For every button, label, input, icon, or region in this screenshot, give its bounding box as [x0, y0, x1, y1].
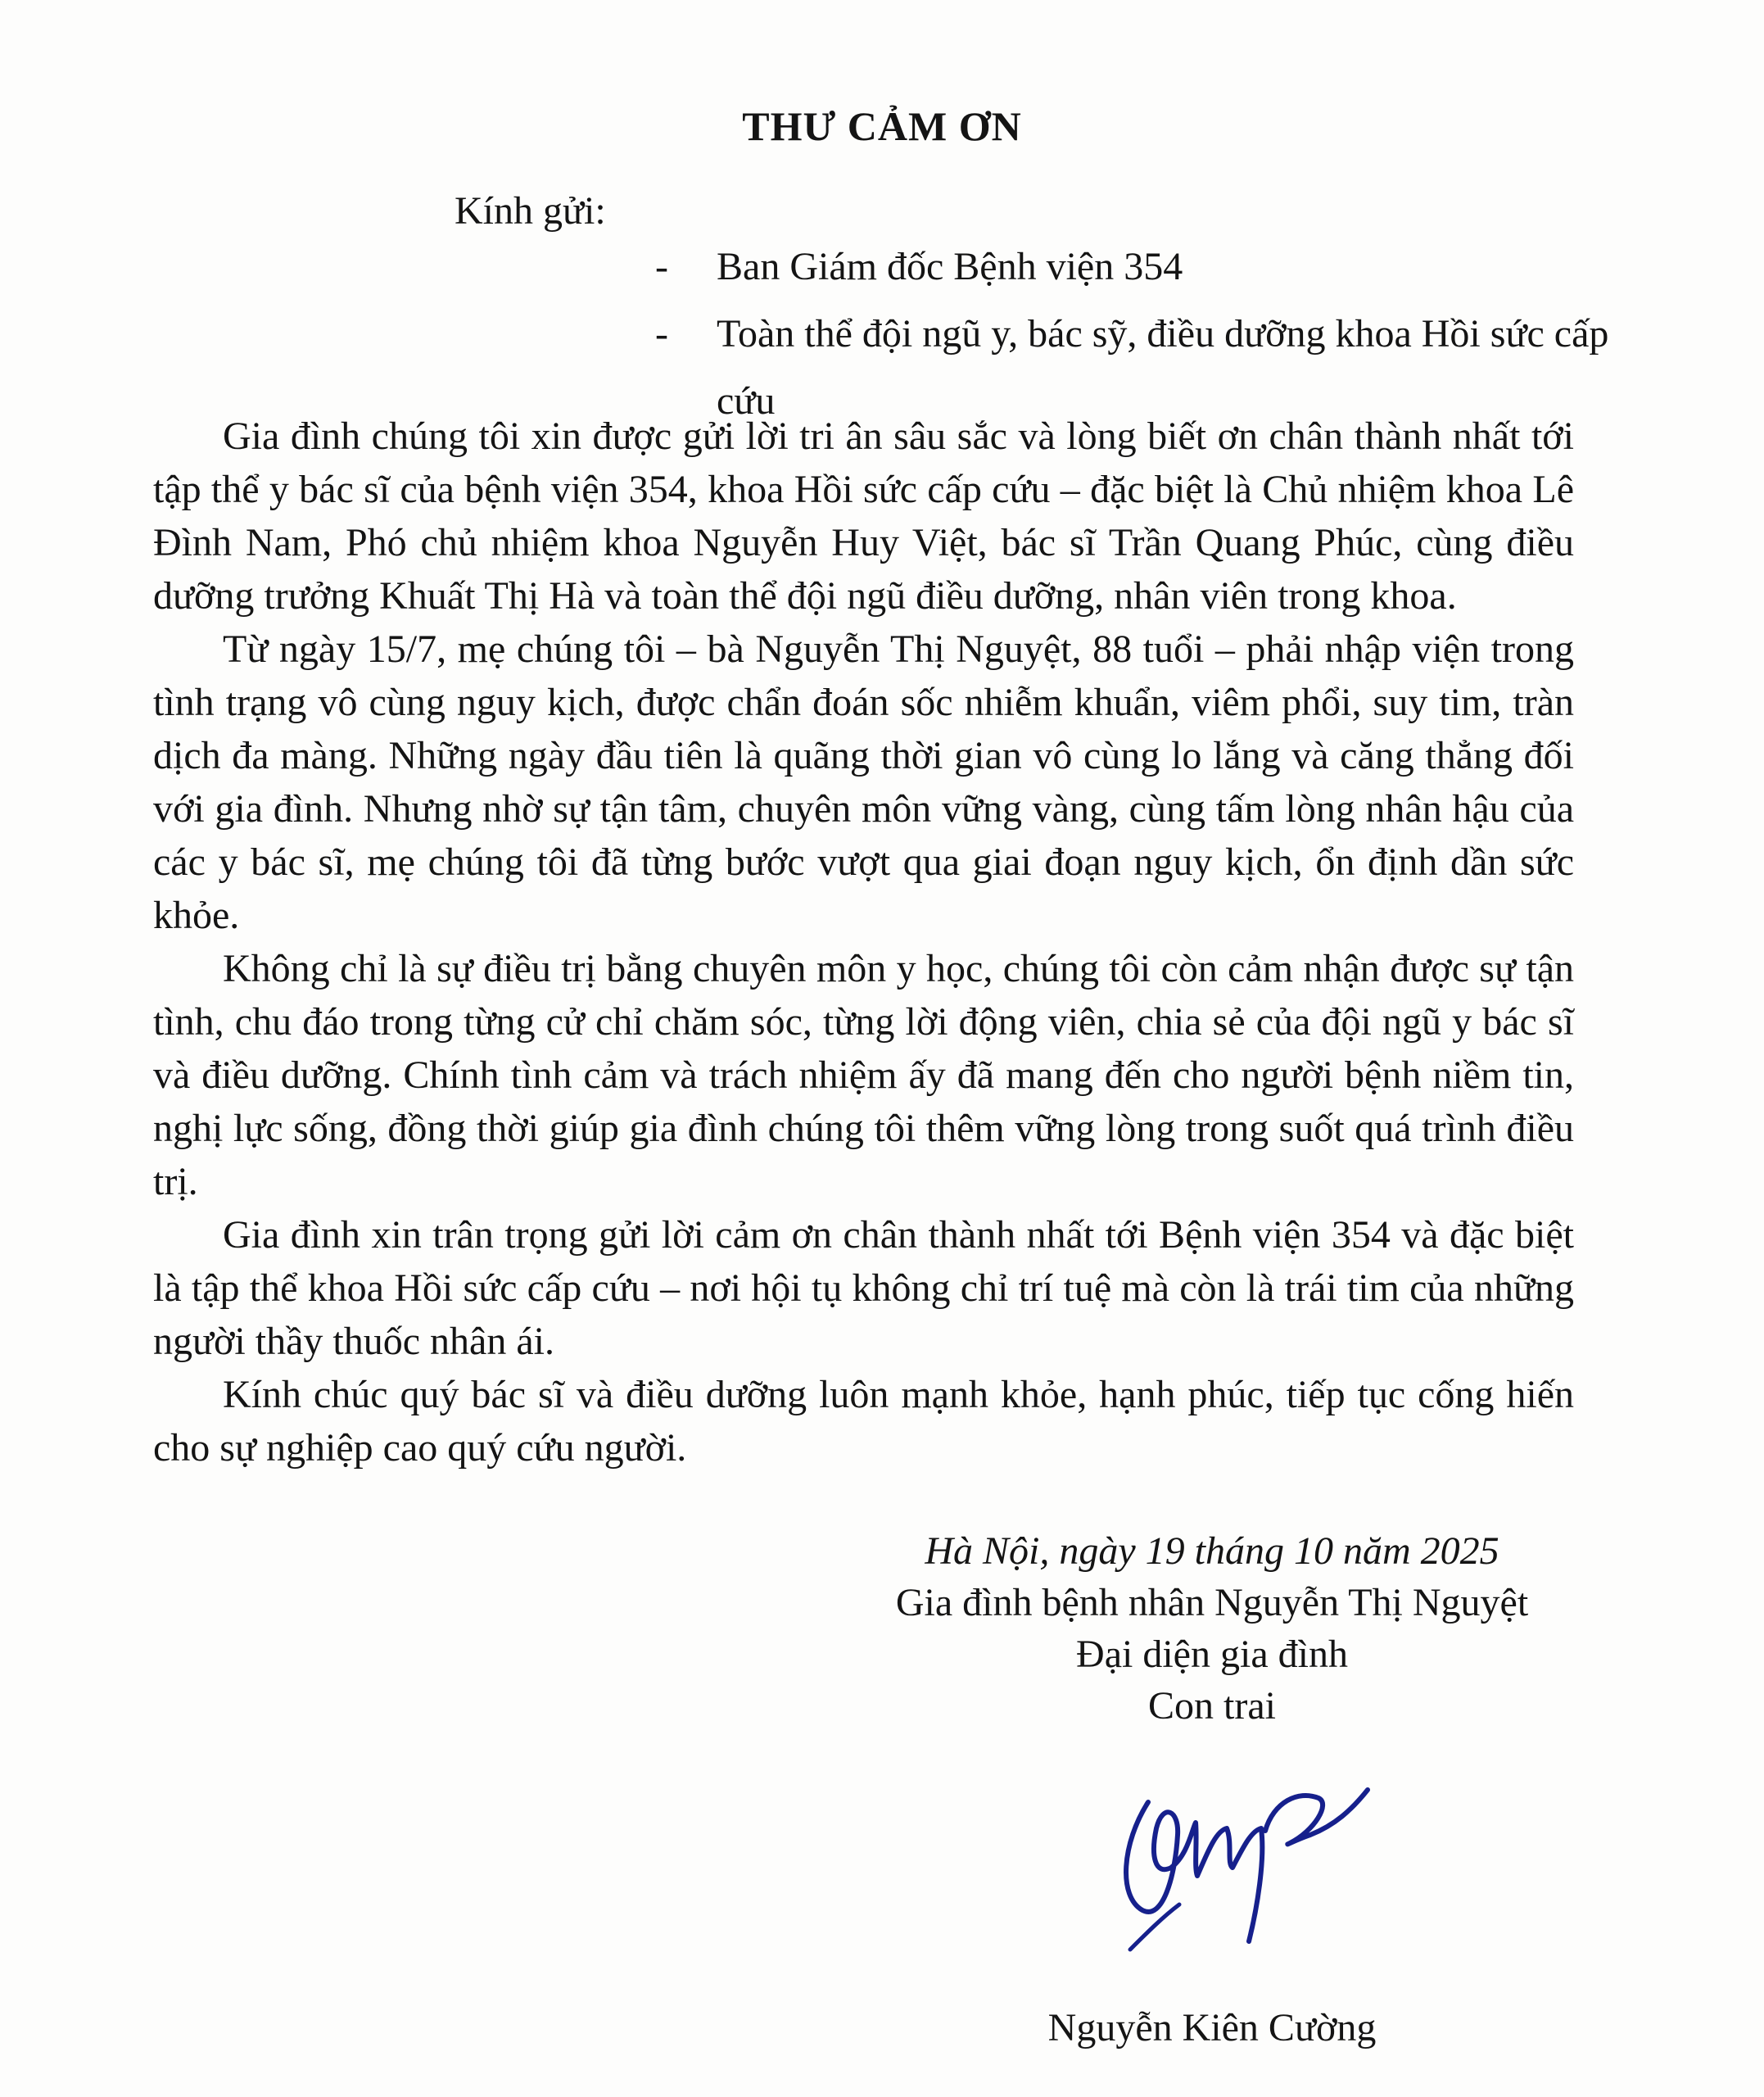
letter-body — [153, 410, 1574, 1474]
list-dash: - — [655, 245, 668, 288]
recipient-text: Ban Giám đốc Bệnh viện 354 — [717, 245, 1183, 288]
recipient-item — [655, 233, 1634, 301]
closing-relation: Con trai — [1148, 1684, 1276, 1728]
body-paragraph: Gia đình xin trân trọng gửi lời cảm ơn chân thành nhất tới Bệnh viện 354 và đặc biệt là tập thể khoa Hồi sức cấp cứu – nơi hội tụ không chỉ trí tuệ mà còn là trái tim của những người thầy thuốc nhân ái. — [153, 1213, 1574, 1363]
body-paragraph: Kính chúc quý bác sĩ và điều dưỡng luôn mạnh khỏe, hạnh phúc, tiếp tục cống hiến cho sự nghiệp cao quý cứu người. — [153, 1373, 1574, 1470]
recipient-list — [655, 233, 1634, 435]
signature-icon — [1097, 1753, 1376, 1966]
body-paragraph: Gia đình chúng tôi xin được gửi lời tri ân sâu sắc và lòng biết ơn chân thành nhất tới tập thể y bác sĩ của bệnh viện 354, khoa Hồi sức cấp cứu – đặc biệt là Chủ nhiệm khoa Lê Đình Nam, Phó chủ nhiệm khoa Nguyễn Huy Việt, bác sĩ Trần Quang Phúc, cùng điều dưỡng trưởng Khuất Thị Hà và toàn thể đội ngũ điều dưỡng, nhân viên trong khoa. — [153, 414, 1574, 618]
recipient-text: Toàn thể đội ngũ y, bác sỹ, điều dưỡng khoa Hồi sức cấp cứu — [717, 312, 1609, 423]
place-date: Hà Nội, ngày 19 tháng 10 năm 2025 — [925, 1529, 1499, 1573]
body-paragraph: Từ ngày 15/7, mẹ chúng tôi – bà Nguyễn Thị Nguyệt, 88 tuổi – phải nhập viện trong tình trạng vô cùng nguy kịch, được chẩn đoán sốc nhiễm khuẩn, viêm phổi, suy tim, tràn dịch đa màng. Những ngày đầu tiên là quãng thời gian vô cùng lo lắng và căng thẳng đối với gia đình. Nhưng nhờ sự tận tâm, chuyên môn vững vàng, cùng tấm lòng nhân hậu của các y bác sĩ, mẹ chúng tôi đã từng bước vượt qua giai đoạn nguy kịch, ổn định dần sức khỏe. — [153, 627, 1574, 937]
closing-family: Gia đình bệnh nhân Nguyễn Thị Nguyệt — [895, 1581, 1529, 1624]
closing-role: Đại diện gia đình — [1076, 1633, 1348, 1676]
list-dash: - — [655, 312, 668, 356]
body-paragraph: Không chỉ là sự điều trị bằng chuyên môn y học, chúng tôi còn cảm nhận được sự tận tình, chu đáo trong từng cử chỉ chăm sóc, từng lời động viên, chia sẻ của đội ngũ y bác sĩ và điều dưỡng. Chính tình cảm và trách nhiệm ấy đã mang đến cho người bệnh niềm tin, nghị lực sống, đồng thời giúp gia đình chúng tôi thêm vững lòng trong suốt quá trình điều trị. — [153, 947, 1574, 1203]
letter-title: THƯ CẢM ƠN — [742, 103, 1022, 149]
closing-block — [844, 1525, 1581, 1732]
signer-name: Nguyễn Kiên Cường — [1047, 2006, 1377, 2049]
salutation: Kính gửi: — [455, 189, 606, 233]
